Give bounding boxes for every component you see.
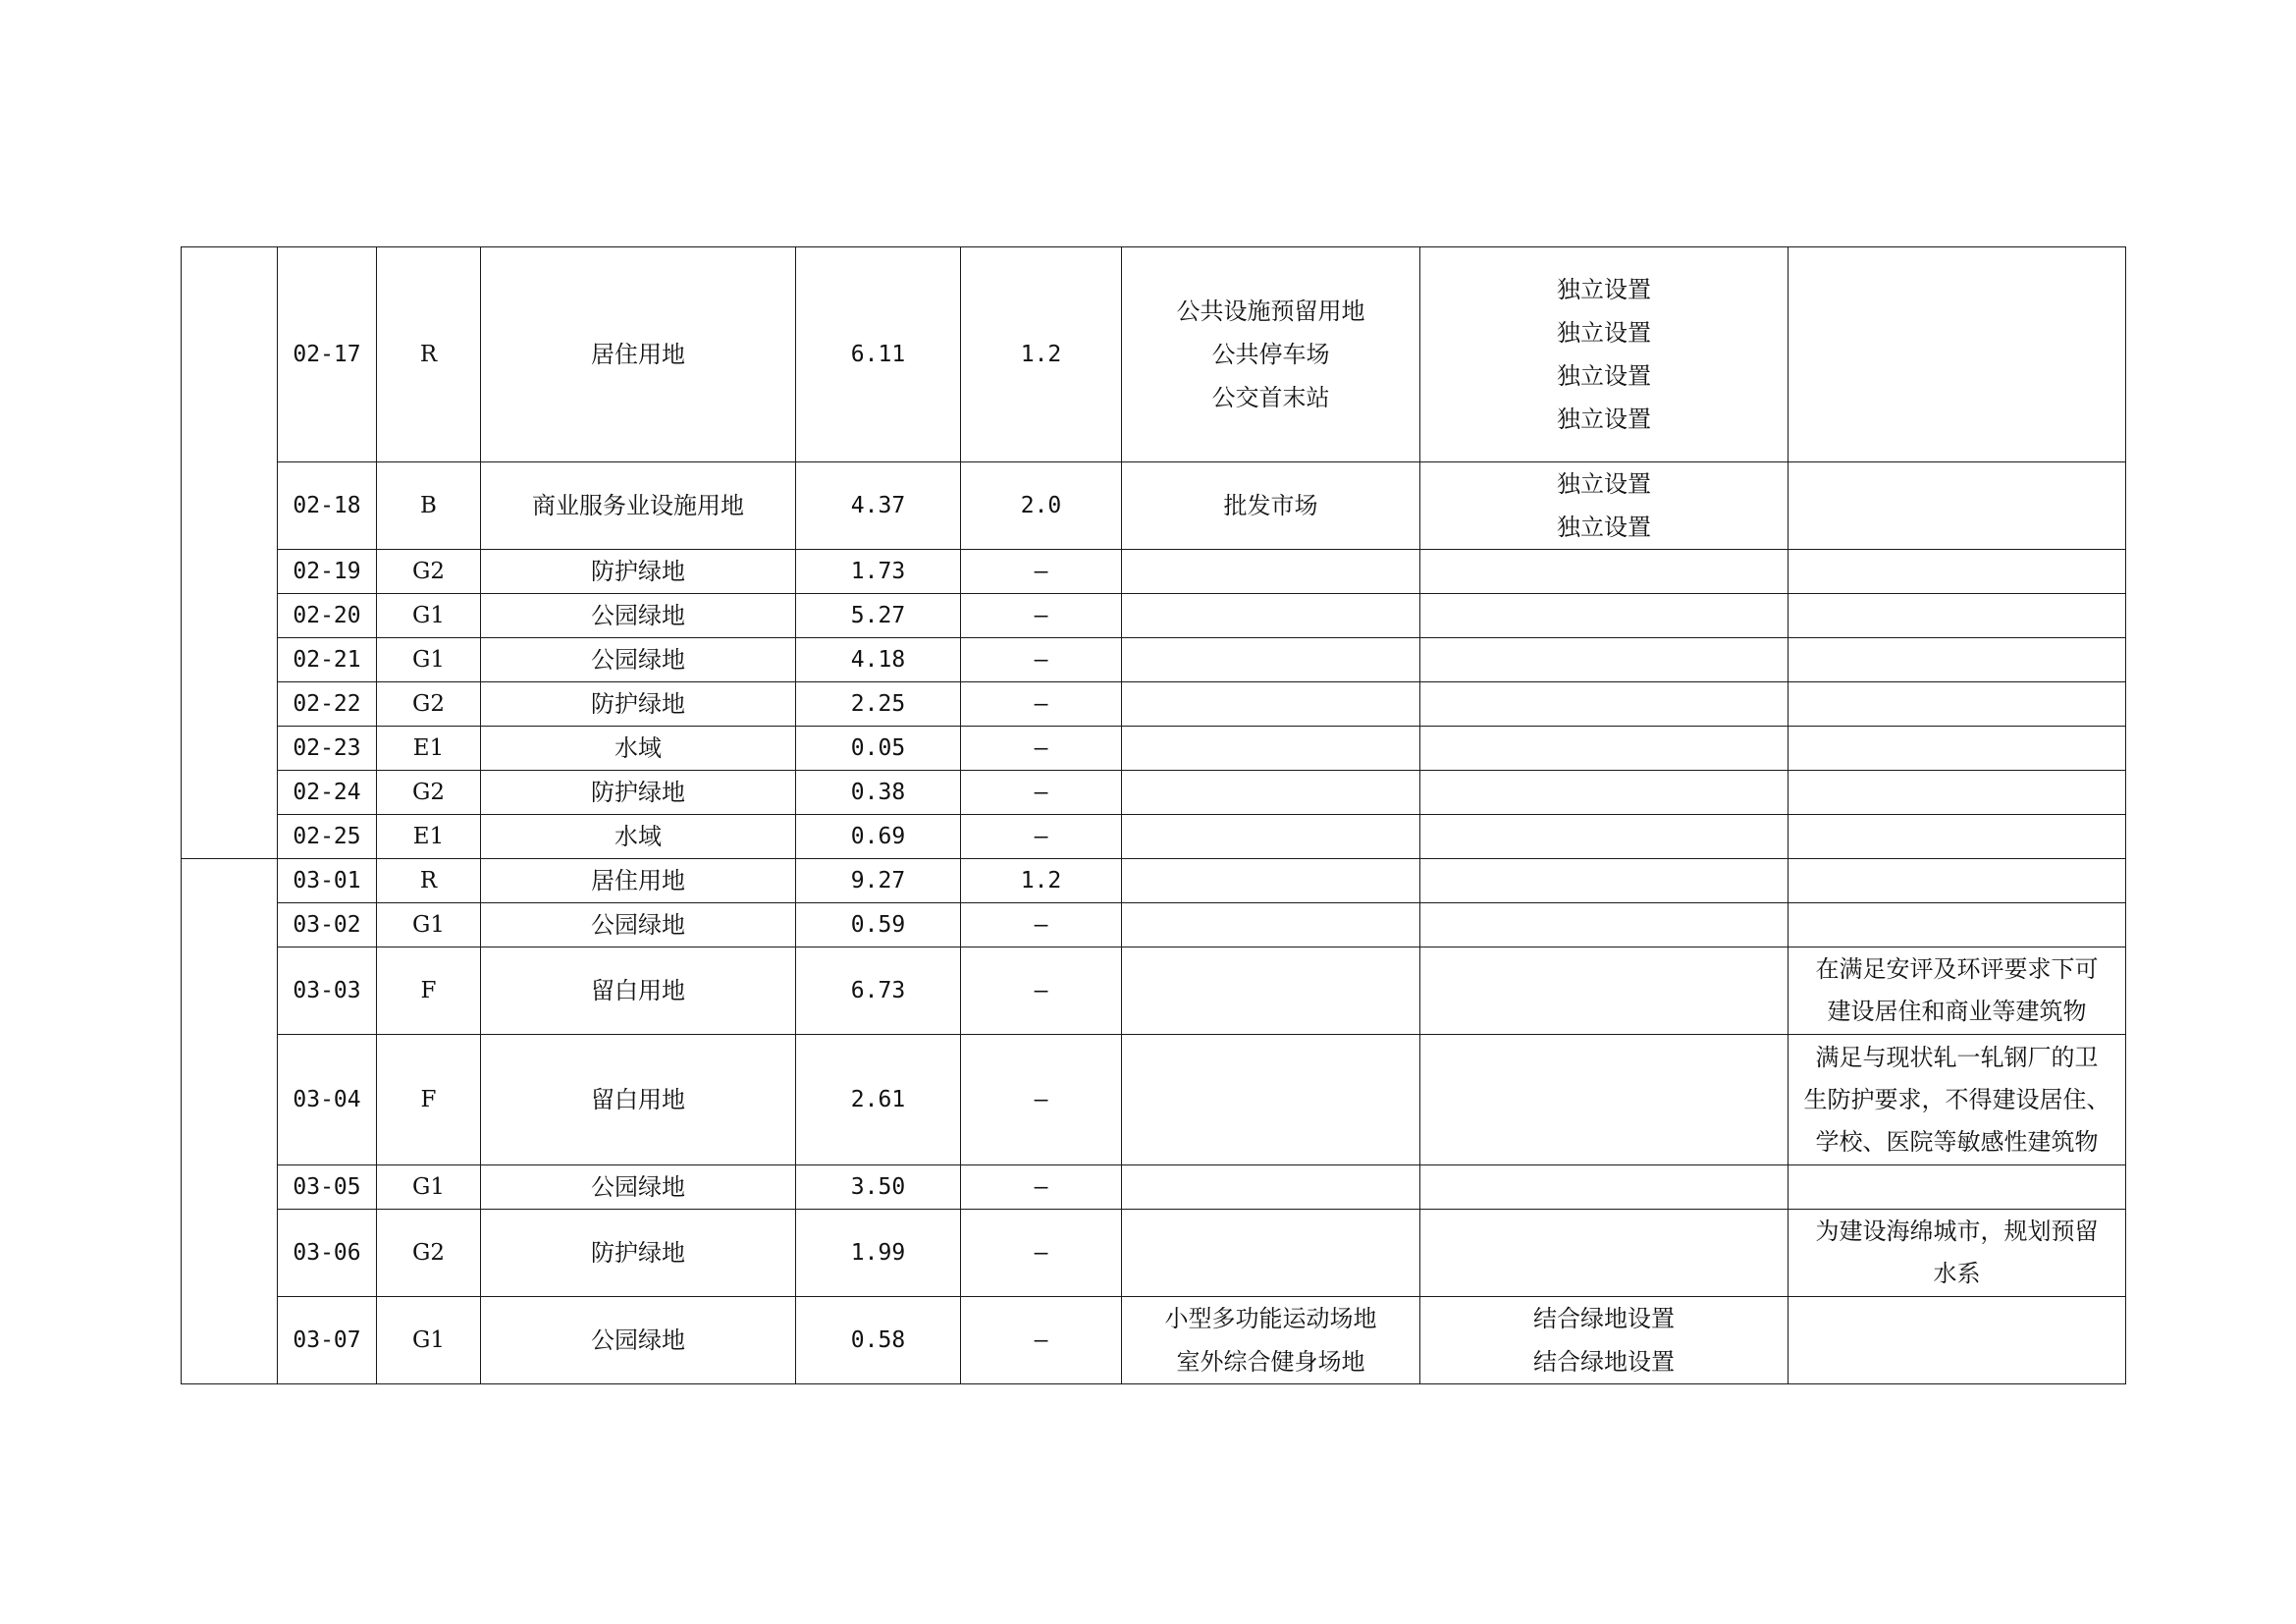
floor-area-ratio-cell: — [961, 815, 1122, 859]
note-line: 学校、医院等敏感性建筑物 [1815, 1127, 2099, 1156]
floor-area-ratio-cell: — [961, 903, 1122, 947]
table-row [182, 727, 2126, 771]
parcel-code-cell: 03-02 [278, 903, 377, 947]
area-cell: 9.27 [796, 859, 961, 903]
area-cell: 6.73 [796, 947, 961, 1035]
land-type-code-cell: G2 [377, 771, 481, 815]
table-row [182, 247, 2126, 462]
floor-area-ratio-cell: — [961, 638, 1122, 682]
table-row [182, 859, 2126, 903]
note-line: 生防护要求，不得建设居住、 [1803, 1085, 2110, 1113]
area-cell: 1.99 [796, 1210, 961, 1297]
floor-area-ratio-cell: — [961, 771, 1122, 815]
note-cell [1789, 462, 2126, 550]
setting-cell [1420, 727, 1789, 771]
table-row [182, 1210, 2126, 1297]
land-use-name-cell: 公园绿地 [481, 594, 796, 638]
note-cell [1789, 903, 2126, 947]
note-cell [1789, 1165, 2126, 1210]
setting-cell [1420, 1165, 1789, 1210]
facilities-cell [1122, 859, 1420, 903]
facilities-cell [1122, 682, 1420, 727]
land-use-name-cell: 防护绿地 [481, 550, 796, 594]
land-use-name-cell: 公园绿地 [481, 638, 796, 682]
setting-line: 独立设置 [1557, 406, 1651, 433]
note-cell [1789, 1297, 2126, 1384]
land-type-code-cell: G1 [377, 1165, 481, 1210]
area-cell: 4.37 [796, 462, 961, 550]
floor-area-ratio-cell: 2.0 [961, 462, 1122, 550]
setting-cell [1420, 1297, 1789, 1384]
facility-line: 公交首末站 [1211, 384, 1330, 411]
table-row [182, 462, 2126, 550]
table-row [182, 771, 2126, 815]
setting-cell [1420, 247, 1789, 462]
area-cell: 2.61 [796, 1035, 961, 1165]
land-use-name-cell: 留白用地 [481, 1035, 796, 1165]
setting-line: 独立设置 [1557, 276, 1651, 303]
floor-area-ratio-cell: — [961, 1210, 1122, 1297]
land-use-name-cell: 公园绿地 [481, 903, 796, 947]
parcel-code-cell: 03-06 [278, 1210, 377, 1297]
setting-line: 独立设置 [1557, 470, 1651, 498]
facilities-cell [1122, 638, 1420, 682]
district-group-cell [182, 247, 278, 859]
facilities-cell [1122, 594, 1420, 638]
note-line: 水系 [1933, 1260, 1981, 1287]
setting-cell [1420, 947, 1789, 1035]
land-use-name-cell: 水域 [481, 727, 796, 771]
area-cell: 3.50 [796, 1165, 961, 1210]
parcel-code-cell: 03-05 [278, 1165, 377, 1210]
parcel-code-cell: 02-21 [278, 638, 377, 682]
table-body [182, 247, 2126, 1384]
land-use-name-cell: 防护绿地 [481, 682, 796, 727]
setting-line: 独立设置 [1557, 319, 1651, 347]
note-cell [1789, 727, 2126, 771]
land-use-name-cell: 公园绿地 [481, 1297, 796, 1384]
land-type-code-cell: R [377, 247, 481, 462]
note-cell [1789, 550, 2126, 594]
setting-cell [1420, 771, 1789, 815]
facility-line: 公共设施预留用地 [1176, 298, 1365, 325]
land-type-code-cell: F [377, 947, 481, 1035]
note-cell [1789, 771, 2126, 815]
land-type-code-cell: G1 [377, 903, 481, 947]
setting-cell [1420, 1035, 1789, 1165]
note-line: 为建设海绵城市，规划预留 [1815, 1218, 2099, 1245]
land-use-name-cell: 防护绿地 [481, 1210, 796, 1297]
facilities-cell [1122, 1165, 1420, 1210]
land-use-name-cell: 居住用地 [481, 859, 796, 903]
facilities-cell [1122, 947, 1420, 1035]
parcel-code-cell: 03-01 [278, 859, 377, 903]
area-cell: 0.05 [796, 727, 961, 771]
area-cell: 0.59 [796, 903, 961, 947]
table-row [182, 594, 2126, 638]
note-line: 建设居住和商业等建筑物 [1827, 998, 2087, 1025]
facility-line: 室外综合健身场地 [1176, 1348, 1365, 1376]
parcel-code-cell: 03-07 [278, 1297, 377, 1384]
district-group-cell [182, 859, 278, 1384]
note-cell [1789, 594, 2126, 638]
setting-line: 结合绿地设置 [1533, 1348, 1675, 1376]
area-cell: 5.27 [796, 594, 961, 638]
table-row [182, 550, 2126, 594]
land-use-table [181, 246, 2126, 1384]
area-cell: 0.58 [796, 1297, 961, 1384]
facilities-cell [1122, 815, 1420, 859]
table-row [182, 1035, 2126, 1165]
land-type-code-cell: G1 [377, 638, 481, 682]
facilities-cell [1122, 727, 1420, 771]
facilities-cell [1122, 1035, 1420, 1165]
floor-area-ratio-cell: — [961, 727, 1122, 771]
table-row [182, 947, 2126, 1035]
facilities-cell [1122, 771, 1420, 815]
note-cell [1789, 859, 2126, 903]
floor-area-ratio-cell: — [961, 550, 1122, 594]
floor-area-ratio-cell: 1.2 [961, 247, 1122, 462]
note-cell [1789, 947, 2126, 1035]
area-cell: 1.73 [796, 550, 961, 594]
note-cell [1789, 682, 2126, 727]
parcel-code-cell: 03-04 [278, 1035, 377, 1165]
facilities-cell [1122, 903, 1420, 947]
floor-area-ratio-cell: — [961, 947, 1122, 1035]
setting-cell [1420, 638, 1789, 682]
setting-cell [1420, 859, 1789, 903]
setting-cell [1420, 682, 1789, 727]
note-cell [1789, 638, 2126, 682]
table-row [182, 682, 2126, 727]
note-cell [1789, 1210, 2126, 1297]
floor-area-ratio-cell: 1.2 [961, 859, 1122, 903]
parcel-code-cell: 02-17 [278, 247, 377, 462]
land-type-code-cell: B [377, 462, 481, 550]
facilities-cell [1122, 247, 1420, 462]
note-cell [1789, 1035, 2126, 1165]
area-cell: 2.25 [796, 682, 961, 727]
parcel-code-cell: 02-25 [278, 815, 377, 859]
facility-line: 批发市场 [1223, 492, 1318, 519]
floor-area-ratio-cell: — [961, 1035, 1122, 1165]
land-type-code-cell: G1 [377, 594, 481, 638]
parcel-code-cell: 03-03 [278, 947, 377, 1035]
setting-line: 结合绿地设置 [1533, 1305, 1675, 1332]
land-use-name-cell: 商业服务业设施用地 [481, 462, 796, 550]
area-cell: 6.11 [796, 247, 961, 462]
table-row [182, 815, 2126, 859]
table-row [182, 903, 2126, 947]
land-type-code-cell: G2 [377, 550, 481, 594]
note-line: 满足与现状轧一轧钢厂的卫 [1815, 1043, 2099, 1071]
land-use-name-cell: 水域 [481, 815, 796, 859]
table-row [182, 1165, 2126, 1210]
facility-line: 公共停车场 [1211, 341, 1330, 368]
facilities-cell [1122, 462, 1420, 550]
floor-area-ratio-cell: — [961, 682, 1122, 727]
facilities-cell [1122, 550, 1420, 594]
area-cell: 0.69 [796, 815, 961, 859]
land-type-code-cell: F [377, 1035, 481, 1165]
land-type-code-cell: R [377, 859, 481, 903]
parcel-code-cell: 02-22 [278, 682, 377, 727]
setting-cell [1420, 550, 1789, 594]
facilities-cell [1122, 1210, 1420, 1297]
note-line: 在满足安评及环评要求下可 [1815, 955, 2099, 983]
land-use-name-cell: 防护绿地 [481, 771, 796, 815]
table-row [182, 638, 2126, 682]
floor-area-ratio-cell: — [961, 1297, 1122, 1384]
land-type-code-cell: G1 [377, 1297, 481, 1384]
parcel-code-cell: 02-24 [278, 771, 377, 815]
facilities-cell [1122, 1297, 1420, 1384]
note-cell [1789, 247, 2126, 462]
floor-area-ratio-cell: — [961, 1165, 1122, 1210]
parcel-code-cell: 02-23 [278, 727, 377, 771]
note-cell [1789, 815, 2126, 859]
floor-area-ratio-cell: — [961, 594, 1122, 638]
parcel-code-cell: 02-20 [278, 594, 377, 638]
land-use-name-cell: 公园绿地 [481, 1165, 796, 1210]
land-type-code-cell: G2 [377, 1210, 481, 1297]
land-type-code-cell: E1 [377, 815, 481, 859]
setting-line: 独立设置 [1557, 362, 1651, 390]
land-use-name-cell: 留白用地 [481, 947, 796, 1035]
parcel-code-cell: 02-19 [278, 550, 377, 594]
land-use-name-cell: 居住用地 [481, 247, 796, 462]
table-row [182, 1297, 2126, 1384]
setting-cell [1420, 462, 1789, 550]
setting-line: 独立设置 [1557, 514, 1651, 541]
area-cell: 0.38 [796, 771, 961, 815]
setting-cell [1420, 903, 1789, 947]
land-type-code-cell: E1 [377, 727, 481, 771]
land-type-code-cell: G2 [377, 682, 481, 727]
parcel-code-cell: 02-18 [278, 462, 377, 550]
facility-line: 小型多功能运动场地 [1164, 1305, 1377, 1332]
setting-cell [1420, 594, 1789, 638]
setting-cell [1420, 1210, 1789, 1297]
setting-cell [1420, 815, 1789, 859]
area-cell: 4.18 [796, 638, 961, 682]
